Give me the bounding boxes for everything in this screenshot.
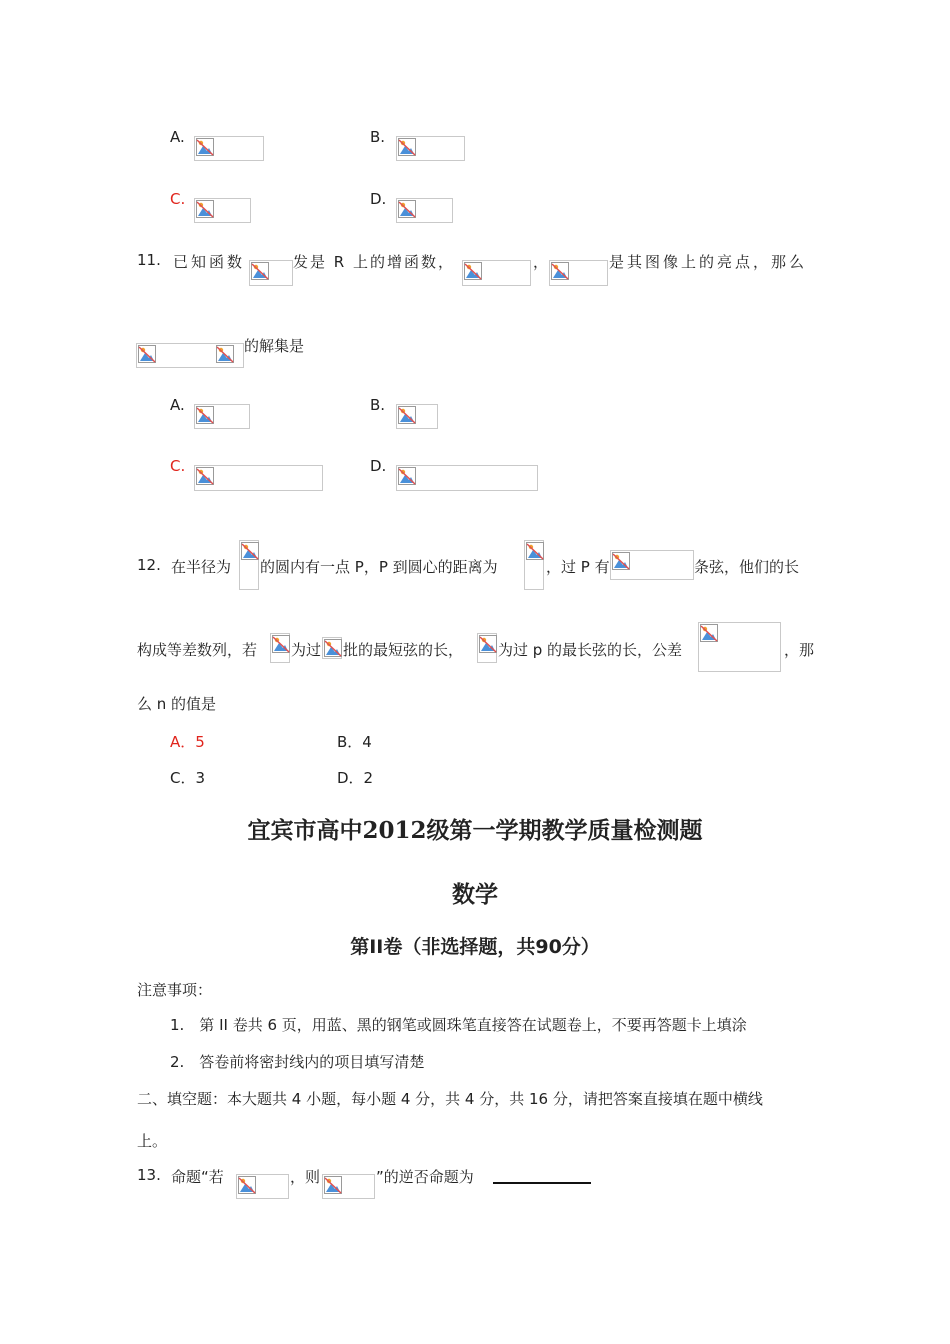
q12-longest-image: [477, 633, 497, 663]
q12-option-d: D．2: [337, 769, 374, 787]
q12-text-10: 么 n 的值是: [137, 695, 217, 713]
q12-option-c: C．3: [170, 769, 206, 787]
broken-image-icon: [195, 199, 215, 219]
broken-image-icon: [463, 261, 483, 281]
q11-inequality-image: [136, 343, 244, 368]
q10-option-b-image: [396, 136, 465, 161]
q11-option-a-image: [194, 404, 250, 429]
notes-item-2: 2. 答卷前将密封线内的项目填写清楚: [170, 1053, 425, 1071]
q11-option-b-label: B.: [370, 396, 386, 414]
q11-number: 11.: [137, 251, 161, 269]
q10-option-d-image: [396, 198, 453, 223]
broken-image-icon: [611, 551, 631, 571]
exam-title: 宜宾市高中2012级第一学期教学质量检测题: [247, 817, 703, 844]
broken-image-icon: [240, 541, 260, 561]
q10-option-c-image: [194, 198, 251, 223]
broken-image-icon: [550, 261, 570, 281]
broken-image-icon: [195, 466, 215, 486]
broken-image-icon: [699, 623, 719, 643]
q13-answer-blank[interactable]: [493, 1168, 591, 1188]
broken-image-icon: [397, 466, 417, 486]
q10-option-a-image: [194, 136, 264, 161]
broken-image-icon: [137, 344, 157, 364]
q12-text-2: 的圆内有一点 P，P 到圆心的距离为: [260, 558, 498, 576]
q11-option-a-label: A.: [170, 396, 185, 414]
q12-radius-image: [239, 540, 259, 590]
broken-image-icon: [195, 405, 215, 425]
q12-text-7: 批的最短弦的长，: [343, 641, 464, 659]
q11-text-4: 是其图像上的亮点，那么: [609, 253, 808, 271]
q12-text-3: ，过 P 有: [546, 558, 610, 576]
broken-image-icon: [397, 137, 417, 157]
q11-option-c-image: [194, 465, 323, 491]
notes-item-1: 1. 第 II 卷共 6 页，用蓝、黑的钢笔或圆珠笔直接答在试题卷上，不要再答题卡上填涂: [170, 1016, 747, 1034]
q13-conclusion-image: [322, 1174, 375, 1199]
q13-text-1: 命题“若: [171, 1168, 224, 1186]
broken-image-icon: [250, 261, 270, 281]
broken-image-icon: [237, 1175, 257, 1195]
q12-text-6: 为过: [291, 641, 322, 659]
q13-number: 13.: [137, 1166, 161, 1184]
q13-text-3: ”的逆否命题为: [376, 1168, 474, 1186]
q13-text-2: ，则: [290, 1168, 321, 1186]
q10-option-a-label: A.: [170, 128, 185, 146]
broken-image-icon: [195, 137, 215, 157]
notes-heading: 注意事项：: [137, 981, 213, 999]
part-title: 第II卷（非选择题，共90分）: [350, 936, 600, 958]
q12-text-5: 构成等差数列，若: [137, 641, 258, 659]
broken-image-icon: [525, 541, 545, 561]
q11-function-image: [249, 260, 293, 286]
q11-text-5: 的解集是: [244, 337, 305, 355]
section2-instructions-end: 上。: [137, 1132, 168, 1150]
q12-number: 12.: [137, 556, 161, 574]
broken-image-icon: [323, 638, 343, 658]
q11-text-3: ，: [533, 253, 549, 271]
q11-option-d-image: [396, 465, 538, 491]
broken-image-icon: [215, 344, 235, 364]
q10-option-d-label: D.: [370, 190, 387, 208]
broken-image-icon: [397, 199, 417, 219]
q11-text-2: 发是 R 上的增函数，: [293, 253, 455, 271]
broken-image-icon: [323, 1175, 343, 1195]
broken-image-icon: [397, 405, 417, 425]
q12-point-image: [322, 637, 342, 659]
q12-difference-image: [698, 622, 781, 672]
section2-instructions: 二、填空题：本大题共 4 小题，每小题 4 分，共 4 分，共 16 分，请把答案直接填在题中横线: [137, 1090, 763, 1108]
q11-option-b-image: [396, 404, 438, 429]
q11-text-1: 已知函数: [173, 253, 246, 271]
q13-condition-image: [236, 1174, 289, 1199]
q10-option-c-label: C.: [170, 190, 186, 208]
broken-image-icon: [478, 634, 498, 654]
q12-text-9: ，那: [784, 641, 815, 659]
q11-option-d-label: D.: [370, 457, 387, 475]
q12-text-4: 条弦，他们的长: [694, 558, 800, 576]
q12-text-8: 为过 p 的最长弦的长，公差: [498, 641, 683, 659]
subject-title: 数学: [452, 881, 498, 908]
q12-option-a: A．5: [170, 733, 205, 751]
q12-text-1: 在半径为: [171, 558, 232, 576]
broken-image-icon: [271, 634, 291, 654]
q11-option-c-label: C.: [170, 457, 186, 475]
q11-point-a-image: [462, 260, 531, 286]
q11-point-b-image: [549, 260, 608, 286]
q12-shortest-image: [270, 633, 290, 663]
q12-distance-image: [524, 540, 544, 590]
q12-chord-count-image: [610, 550, 694, 580]
q12-option-b: B．4: [337, 733, 372, 751]
q10-option-b-label: B.: [370, 128, 386, 146]
